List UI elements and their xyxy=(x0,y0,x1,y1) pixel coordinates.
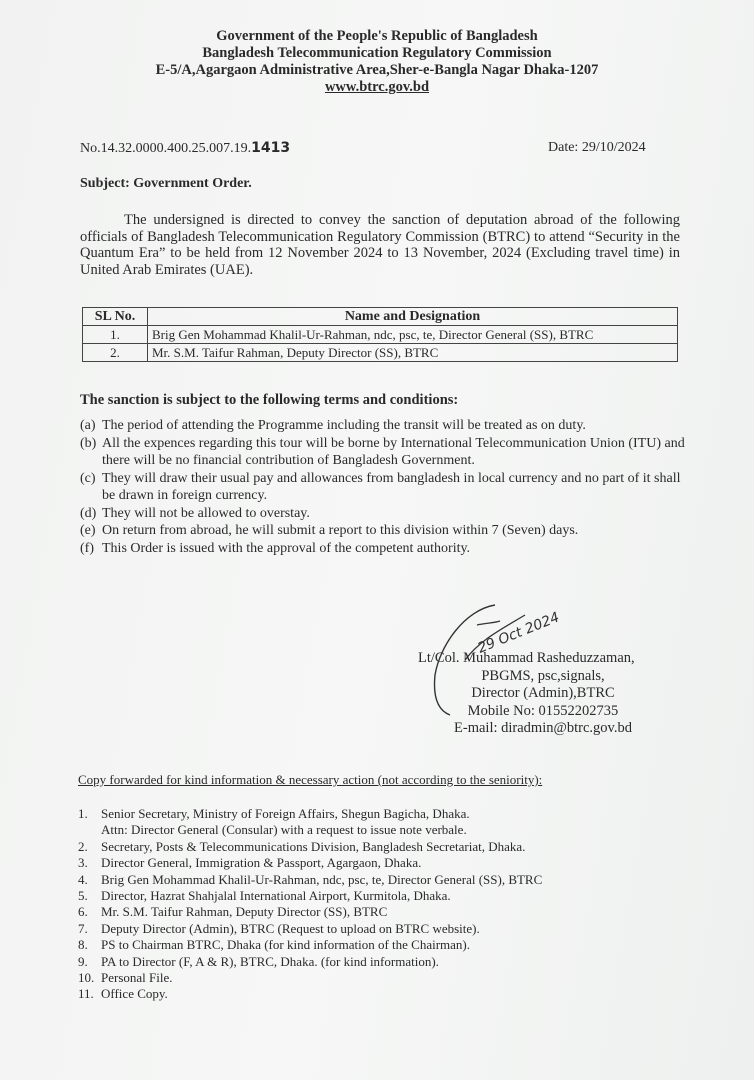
list-item xyxy=(78,872,542,888)
term-text: They will draw their usual pay and allowances from bangladesh in local currency and no part of it shall be drawn in foreign currency. xyxy=(102,470,681,503)
item-number: 4. xyxy=(78,871,88,887)
item-number: 3. xyxy=(78,855,88,871)
signature-date: 29 Oct 2024 xyxy=(475,609,562,657)
item-text: Deputy Director (Admin), BTRC (Request to upload on BTRC website). xyxy=(101,920,480,936)
term-key: (e) xyxy=(80,523,96,538)
signatory-name: Lt/Col. Muhammad Rasheduzzaman, xyxy=(418,650,635,666)
item-number: 8. xyxy=(78,937,88,953)
term-key: (f) xyxy=(80,540,94,556)
term-key: (a) xyxy=(80,418,96,433)
list-item xyxy=(78,839,542,855)
item-text: PA to Director (F, A & R), BTRC, Dhaka. (for kind information). xyxy=(101,953,439,969)
item-text: Senior Secretary, Ministry of Foreign Affairs, Shegun Bagicha, Dhaka. xyxy=(101,806,470,821)
item-number: 9. xyxy=(78,953,88,969)
item-text: Brig Gen Mohammad Khalil-Ur-Rahman, ndc, psc, te, Director General (SS), BTRC xyxy=(101,871,543,887)
term-text: On return from abroad, he will submit a report to this division within 7 (Seven) days. xyxy=(102,523,579,538)
body-paragraph: The undersigned is directed to convey the sanction of deputation abroad of the following officials of Bangladesh Telecommunication Regulatory Commission (BTRC) to attend “Security in the Quantum Era” to be held from 12 November 2024 to 13 November, 2024 (Excluding travel time) in United Arab Emirates (UAE). xyxy=(80,212,680,278)
list-item xyxy=(78,937,542,953)
header-commission: Bangladesh Telecommunication Regulatory Commission xyxy=(202,45,552,61)
item-number: 7. xyxy=(78,920,88,936)
item-text: Director, Hazrat Shahjalal International Airport, Kurmitola, Dhaka. xyxy=(101,888,451,904)
term-key: (b) xyxy=(80,435,97,451)
list-item xyxy=(78,904,542,920)
reference-number xyxy=(80,140,290,157)
website-link[interactable]: www.btrc.gov.bd xyxy=(324,79,430,95)
item-text: Office Copy. xyxy=(101,986,168,1002)
list-item xyxy=(78,970,542,986)
item-text: Mr. S.M. Taifur Rahman, Deputy Director (SS), BTRC xyxy=(101,904,388,920)
item-number: 2. xyxy=(78,838,88,854)
terms-heading: The sanction is subject to the following terms and conditions: xyxy=(80,392,459,408)
item-text: Secretary, Posts & Telecommunications Division, Bangladesh Secretariat, Dhaka. xyxy=(101,838,526,854)
document-date: Date: 29/10/2024 xyxy=(548,140,646,155)
header-government: Government of the People's Republic of Bangladesh xyxy=(216,28,538,44)
term-item xyxy=(80,522,690,540)
term-item xyxy=(80,417,690,435)
reference-prefix: No.14.32.0000.400.25.007.19. xyxy=(80,141,252,156)
term-item xyxy=(80,505,690,523)
term-key: (d) xyxy=(80,505,97,521)
handwritten-reference-number: 1413 xyxy=(251,140,291,156)
officials-table xyxy=(82,307,678,362)
term-key: (c) xyxy=(80,470,96,486)
header-address: E-5/A,Agargaon Administrative Area,Sher-e-Bangla Nagar Dhaka-1207 xyxy=(155,62,599,78)
term-text: This Order is issued with the approval of the competent authority. xyxy=(102,540,471,556)
list-item xyxy=(78,806,542,839)
list-item xyxy=(78,986,542,1002)
term-item xyxy=(80,470,690,505)
list-item xyxy=(78,921,542,937)
list-item xyxy=(78,954,542,970)
table-header-row xyxy=(83,308,678,326)
term-text: The period of attending the Programme including the transit will be treated as on duty. xyxy=(102,418,586,433)
terms-list xyxy=(80,417,690,557)
list-item xyxy=(78,855,542,871)
copy-forwarded-heading: Copy forwarded for kind information & necessary action (not according to the seniority): xyxy=(78,772,543,787)
term-item xyxy=(80,540,690,558)
sl-cell: 1. xyxy=(83,326,148,344)
copy-list xyxy=(78,806,542,1003)
item-subtext: Attn: Director General (Consular) with a request to issue note verbale. xyxy=(101,822,467,838)
item-number: 1. xyxy=(78,806,88,821)
header-name-designation: Name and Designation xyxy=(148,308,678,326)
signatory-titles: PBGMS, psc,signals, xyxy=(481,667,605,684)
name-cell: Brig Gen Mohammad Khalil-Ur-Rahman, ndc, psc, te, Director General (SS), BTRC xyxy=(148,326,678,344)
item-text: Director General, Immigration & Passport, Agargaon, Dhaka. xyxy=(101,855,422,871)
table-row xyxy=(83,344,678,362)
item-number: 5. xyxy=(78,888,88,904)
item-number: 10. xyxy=(78,970,95,986)
signatory-designation: Director (Admin),BTRC xyxy=(471,685,615,701)
item-text: Personal File. xyxy=(101,970,173,986)
item-number: 6. xyxy=(78,904,88,920)
item-text: PS to Chairman BTRC, Dhaka (for kind information of the Chairman). xyxy=(101,937,470,953)
signatory-mobile: Mobile No: 01552202735 xyxy=(467,702,619,719)
term-text: They will not be allowed to overstay. xyxy=(102,505,310,521)
name-cell: Mr. S.M. Taifur Rahman, Deputy Director (SS), BTRC xyxy=(148,344,678,362)
term-text: All the expences regarding this tour will be borne by International Telecommunication Union (ITU) and there will be no financial contribution of Bangladesh Government. xyxy=(102,435,685,468)
list-item xyxy=(78,888,542,904)
header-sl-no: SL No. xyxy=(83,308,148,326)
signatory-email: E-mail: diradmin@btrc.gov.bd xyxy=(454,720,632,736)
table-row xyxy=(83,326,678,344)
sl-cell: 2. xyxy=(83,344,148,362)
subject: Subject: Government Order. xyxy=(80,176,252,191)
term-item xyxy=(80,435,690,470)
signature-block xyxy=(418,650,668,738)
item-number: 11. xyxy=(78,986,94,1002)
